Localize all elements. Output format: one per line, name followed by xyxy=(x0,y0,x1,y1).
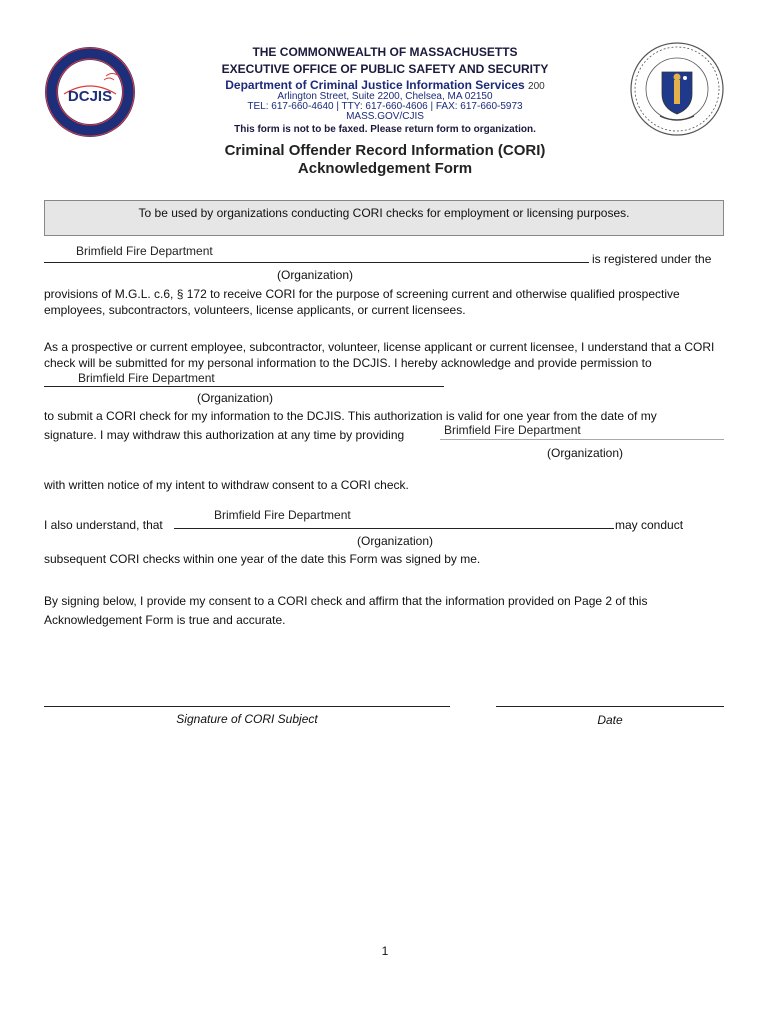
withdraw-notice-text: with written notice of my intent to withdraw consent to a CORI check. xyxy=(44,478,409,492)
also-understand-text: I also understand, that xyxy=(44,518,163,532)
form-title: Criminal Offender Record Information (CORI) xyxy=(224,142,546,159)
consent-paragraph: By signing below, I provide my consent to a CORI check and affirm that the information provided on Page 2 of this Acknowledgement Form is true and accurate. xyxy=(44,594,648,627)
organization-caption-3: (Organization) xyxy=(546,446,624,460)
header-department xyxy=(160,78,610,92)
page-number: 1 xyxy=(381,944,389,958)
form-subtitle: Acknowledgement Form xyxy=(297,160,473,177)
dcjis-logo xyxy=(44,46,136,138)
organization-caption-2: (Organization) xyxy=(196,391,274,405)
header-executive-office: EXECUTIVE OFFICE OF PUBLIC SAFETY AND SECURITY xyxy=(221,62,549,76)
organization-line-3 xyxy=(440,439,724,440)
signature-line[interactable] xyxy=(44,706,450,707)
dcjis-logo-text: DCJIS xyxy=(67,88,113,105)
header-phones: TEL: 617-660-4640 | TTY: 617-660-4606 | FAX: 617-660-5973 xyxy=(247,101,523,112)
organization-line-1 xyxy=(44,262,589,263)
may-conduct-text: may conduct xyxy=(615,518,684,532)
registered-text: is registered under the xyxy=(592,252,712,266)
organization-caption-1: (Organization) xyxy=(276,268,354,282)
organization-line-2 xyxy=(44,386,444,387)
header-commonwealth: THE COMMONWEALTH OF MASSACHUSETTS xyxy=(252,45,518,59)
authorization-line-1: to submit a CORI check for my information to the DCJIS. This authorization is valid for one year from the date of my xyxy=(44,409,657,423)
header-website: MASS.GOV/CJIS xyxy=(346,111,424,122)
organization-line-4 xyxy=(174,528,614,529)
organization-field-1[interactable]: Brimfield Fire Department xyxy=(76,244,213,258)
header-department-name: Department of Criminal Justice Information Services xyxy=(225,78,525,92)
provisions-paragraph: provisions of M.G.L. c.6, § 172 to receive CORI for the purpose of screening current and otherwise qualified prospective employees, subcontractors, volunteers, license applicants, or current licensees. xyxy=(44,287,680,317)
fax-notice: This form is not to be faxed. Please return form to organization. xyxy=(234,124,536,135)
organization-field-4[interactable]: Brimfield Fire Department xyxy=(214,508,351,522)
organization-field-2[interactable]: Brimfield Fire Department xyxy=(78,371,215,385)
acknowledgement-paragraph: As a prospective or current employee, subcontractor, volunteer, license applicant or current licensee, I understand that a CORI check will be submitted for my personal information to the DCJIS. I hereby acknowledge and provide permission to xyxy=(44,340,715,370)
subsequent-checks-text: subsequent CORI checks within one year of the date this Form was signed by me. xyxy=(44,552,481,566)
signature-label: Signature of CORI Subject xyxy=(176,712,318,726)
organization-field-3[interactable]: Brimfield Fire Department xyxy=(444,423,581,437)
purpose-box: To be used by organizations conducting CORI checks for employment or licensing purposes. xyxy=(44,200,724,236)
date-line[interactable] xyxy=(496,706,724,707)
authorization-line-2: signature. I may withdraw this authorization at any time by providing xyxy=(44,428,405,442)
header-address: Arlington Street, Suite 2200, Chelsea, MA 02150 xyxy=(277,91,493,102)
date-label: Date xyxy=(597,713,623,727)
organization-caption-4: (Organization) xyxy=(356,534,434,548)
header-department-suffix: 200 xyxy=(528,81,545,92)
massachusetts-seal xyxy=(630,42,724,136)
